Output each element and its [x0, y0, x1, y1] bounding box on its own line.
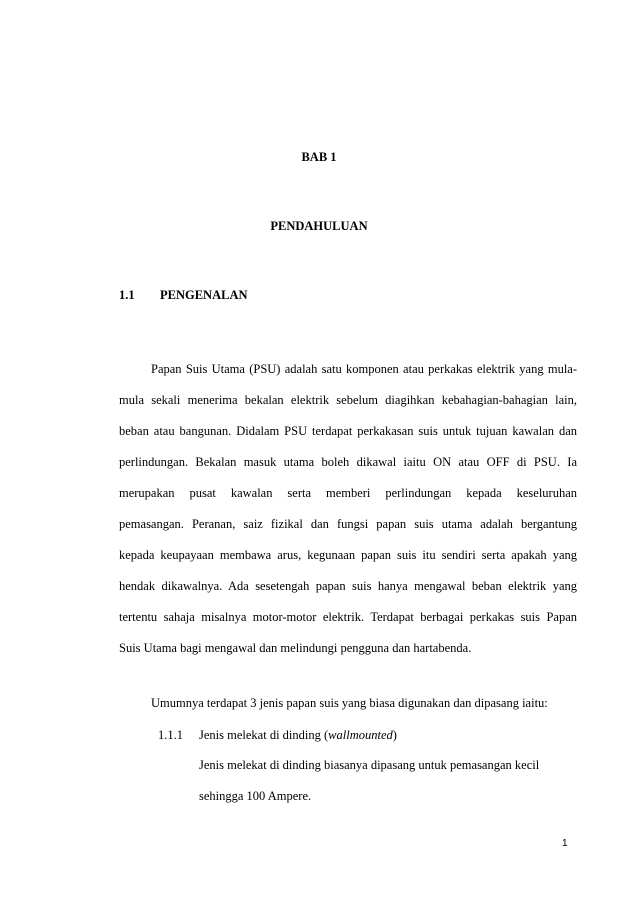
paragraph-line: Papan Suis Utama (PSU) adalah satu komponen atau perkakas elektrik yang mula-	[151, 362, 577, 376]
section-number: 1.1	[119, 288, 135, 302]
subsection-title-italic: wallmounted	[328, 728, 393, 742]
paragraph-line: tertentu sahaja misalnya motor-motor elektrik. Terdapat berbagai perkakas suis Papan	[119, 610, 577, 624]
page-number: 1	[562, 838, 568, 849]
section-title: PENGENALAN	[160, 288, 248, 302]
subsection-title-text: Jenis melekat di dinding (	[199, 728, 329, 742]
chapter-label: BAB 1	[301, 150, 337, 164]
subsection-title	[199, 728, 579, 743]
paragraph-line: merupakan pusat kawalan serta memberi perlindungan kepada keseluruhan	[119, 486, 577, 500]
subsection-body-line: sehingga 100 Ampere.	[199, 789, 312, 803]
paragraph-line: beban atau bangunan. Didalam PSU terdapat perkakasan suis untuk tujuan kawalan dan	[119, 424, 577, 438]
paragraph-types-intro: Umumnya terdapat 3 jenis papan suis yang biasa digunakan dan dipasang iaitu:	[151, 696, 548, 710]
paragraph-line: perlindungan. Bekalan masuk utama boleh dikawal iaitu ON atau OFF di PSU. Ia	[119, 455, 577, 469]
paragraph-line: Suis Utama bagi mengawal dan melindungi pengguna dan hartabenda.	[119, 641, 472, 655]
paragraph-line: hendak dikawalnya. Ada sesetengah papan suis hanya mengawal beban elektrik yang	[119, 579, 577, 593]
subsection-title-close: )	[392, 728, 397, 742]
paragraph-line: kepada keupayaan membawa arus, kegunaan papan suis itu sendiri serta apakah yang	[119, 548, 577, 562]
subsection-number: 1.1.1	[158, 728, 183, 742]
chapter-title: PENDAHULUAN	[270, 219, 368, 233]
subsection-body-line: Jenis melekat di dinding biasanya dipasang untuk pemasangan kecil	[199, 758, 540, 772]
paragraph-line: pemasangan. Peranan, saiz fizikal dan fungsi papan suis utama adalah bergantung	[119, 517, 577, 531]
paragraph-line: mula sekali menerima bekalan elektrik sebelum diagihkan kebahagian-bahagian lain,	[119, 393, 577, 407]
